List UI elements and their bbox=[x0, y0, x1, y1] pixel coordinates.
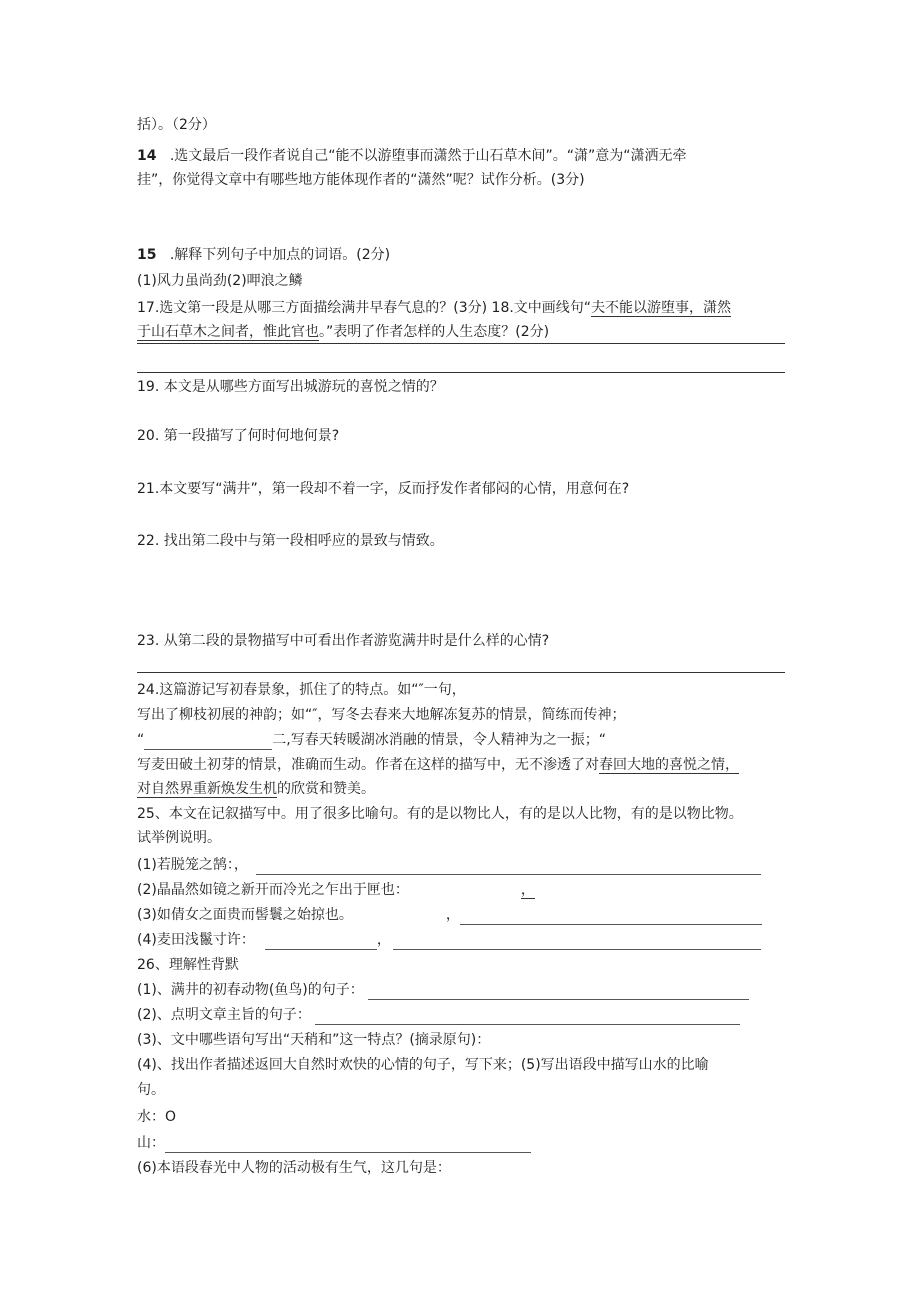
q18-underlined-quote: 夫不能以游堕事，潇然 bbox=[591, 300, 732, 316]
q17-q18-text: 17.选文第一段是从哪三方面描绘满井早春气息的？(3分) 18.文中画线句“ bbox=[137, 300, 592, 316]
q24-text-5: 的欣赏和赞美。 bbox=[277, 781, 375, 797]
q18-text-cont: 。”表明了作者怎样的人生态度？(2分) bbox=[319, 324, 550, 340]
q25-item1 bbox=[137, 855, 787, 875]
q24-line5 bbox=[137, 779, 787, 799]
q25-text: 25、本文在记叙描写中。用了很多比喻句。有的是以物比人，有的是以人比物，有的是以物比物。 bbox=[137, 806, 743, 822]
q18-line2 bbox=[137, 322, 787, 342]
q26-heading-text: 26、理解性背默 bbox=[137, 957, 239, 973]
q25-item4-comma: ， bbox=[376, 932, 391, 948]
answer-rule bbox=[137, 343, 785, 344]
q24-underlined-phrase: 春回大地的喜悦之情， bbox=[599, 757, 739, 773]
q24-underlined-phrase-cont: 对自然界重新焕发生机 bbox=[137, 781, 277, 797]
q21-text: 21.本文要写“满井”，第一段却不着一字，反而抒发作者郁闷的心情，用意何在? bbox=[137, 481, 630, 497]
q26-mountain-text: 山： bbox=[137, 1135, 165, 1151]
q26-item1-blank[interactable] bbox=[368, 984, 749, 1000]
q25-item2 bbox=[137, 880, 787, 900]
q26-item1-text: (1)、满井的初春动物(鱼鸟)的句子： bbox=[137, 982, 364, 998]
q14-number: 14 bbox=[137, 148, 157, 164]
q26-heading bbox=[137, 955, 787, 975]
q20-text: 20. 第一段描写了何时何地何景? bbox=[137, 428, 340, 444]
q25-line1 bbox=[137, 804, 787, 824]
q22-line bbox=[137, 531, 787, 551]
q26-item4-cont bbox=[137, 1080, 787, 1100]
q25-item4 bbox=[137, 930, 787, 950]
q15-line bbox=[137, 245, 787, 265]
answer-rule bbox=[137, 372, 785, 373]
q24-line3 bbox=[137, 730, 787, 750]
q24-blank[interactable] bbox=[144, 734, 272, 750]
q13-tail bbox=[137, 115, 787, 135]
q19-text: 19. 本文是从哪些方面写出城游玩的喜悦之情的？ bbox=[137, 379, 444, 395]
q26-item6-text: (6)本语段春光中人物的活动极有生气，这几句是： bbox=[137, 1160, 451, 1176]
q25-item1-blank[interactable] bbox=[256, 859, 761, 875]
q25-item2-text: (2)晶晶然如镜之新开而冷光之乍出于匣也： bbox=[137, 882, 409, 898]
q22-text: 22. 找出第二段中与第一段相呼应的景致与情致。 bbox=[137, 533, 444, 549]
q14-text-cont: 挂”，你觉得文章中有哪些地方能体现作者的“潇然”呢？试作分析。(3分) bbox=[137, 172, 585, 188]
q25-item3-blank[interactable] bbox=[460, 909, 762, 925]
q26-item4-text-cont: 句。 bbox=[137, 1082, 165, 1098]
q26-item3 bbox=[137, 1030, 787, 1050]
q14-line1 bbox=[137, 146, 787, 166]
q25-item3 bbox=[137, 905, 787, 925]
q25-item1-text: (1)若脱笼之鹄：， bbox=[137, 857, 248, 873]
q26-item4-text: (4)、找出作者描述返回大自然时欢快的心情的句子，写下来；(5)写出语段中描写山水的比喻 bbox=[137, 1057, 709, 1073]
q25-item4-blank-b[interactable] bbox=[393, 934, 761, 950]
q26-item6 bbox=[137, 1158, 787, 1178]
q15-items bbox=[137, 271, 787, 291]
q24-line4 bbox=[137, 755, 787, 775]
q26-mountain-blank[interactable] bbox=[165, 1137, 531, 1153]
q14-text: .选文最后一段作者说自己“能不以游堕事而潇然于山石草木间”。“潇”意为“潇洒无牵 bbox=[169, 148, 687, 164]
q26-mountain bbox=[137, 1133, 787, 1153]
q21-line bbox=[137, 479, 787, 499]
q24-open-quote: “ bbox=[137, 732, 145, 748]
q23-text: 23. 从第二段的景物描写中可看出作者游览满井时是什么样的心情? bbox=[137, 633, 550, 649]
q26-item4 bbox=[137, 1055, 787, 1075]
q25-item2-comma: ， bbox=[520, 882, 535, 898]
q15-number: 15 bbox=[137, 247, 157, 263]
q14-line2 bbox=[137, 170, 787, 190]
q25-item3-text: (3)如倩女之面贵而髻鬟之始掠也。 bbox=[137, 907, 353, 923]
q24-line2 bbox=[137, 705, 787, 725]
q25-item3-comma: ， bbox=[445, 907, 460, 923]
q25-text-2: 试举例说明。 bbox=[137, 830, 221, 846]
q17-q18-line1 bbox=[137, 298, 787, 318]
q25-item4-blank-a[interactable] bbox=[265, 934, 377, 950]
q19-line bbox=[137, 377, 787, 397]
q26-water-text: 水：O bbox=[137, 1109, 177, 1125]
q26-water bbox=[137, 1107, 787, 1127]
q26-item3-text: (3)、文中哪些语句写出“天稍和”这一特点？(摘录原句)： bbox=[137, 1032, 491, 1048]
q26-item1 bbox=[137, 980, 787, 1000]
q25-line2 bbox=[137, 828, 787, 848]
q24-text-3: 二,写春天转暖湖冰消融的情景，令人精神为之一振；“ bbox=[272, 732, 606, 748]
q15-items-text: (1)风力虽尚劲(2)呷浪之鳞 bbox=[137, 273, 303, 289]
q26-item2 bbox=[137, 1005, 787, 1025]
q25-item4-text: (4)麦田浅鬣寸许： bbox=[137, 932, 255, 948]
q24-line1 bbox=[137, 680, 787, 700]
q20-line bbox=[137, 426, 787, 446]
q18-underlined-quote-cont: 于山石草木之间者，惟此官也 bbox=[137, 324, 319, 340]
q26-item2-text: (2)、点明文章主旨的句子： bbox=[137, 1007, 311, 1023]
q26-item2-blank[interactable] bbox=[315, 1009, 740, 1025]
q13-tail-text: 括）。（2分） bbox=[137, 117, 216, 133]
q15-text: .解释下列句子中加点的词语。(2分) bbox=[169, 247, 391, 263]
q24-text-4: 写麦田破土初芽的情景，准确而生动。作者在这样的描写中，无不渗透了对 bbox=[137, 757, 599, 773]
q24-text: 24.这篇游记写初春景象，抓住了的特点。如“″一句， bbox=[137, 682, 466, 698]
answer-rule bbox=[137, 672, 785, 673]
q23-line bbox=[137, 631, 787, 651]
q24-text-2: 写出了柳枝初展的神韵；如“″，写冬去春来大地解冻复苏的情景，简练而传神； bbox=[137, 707, 626, 723]
